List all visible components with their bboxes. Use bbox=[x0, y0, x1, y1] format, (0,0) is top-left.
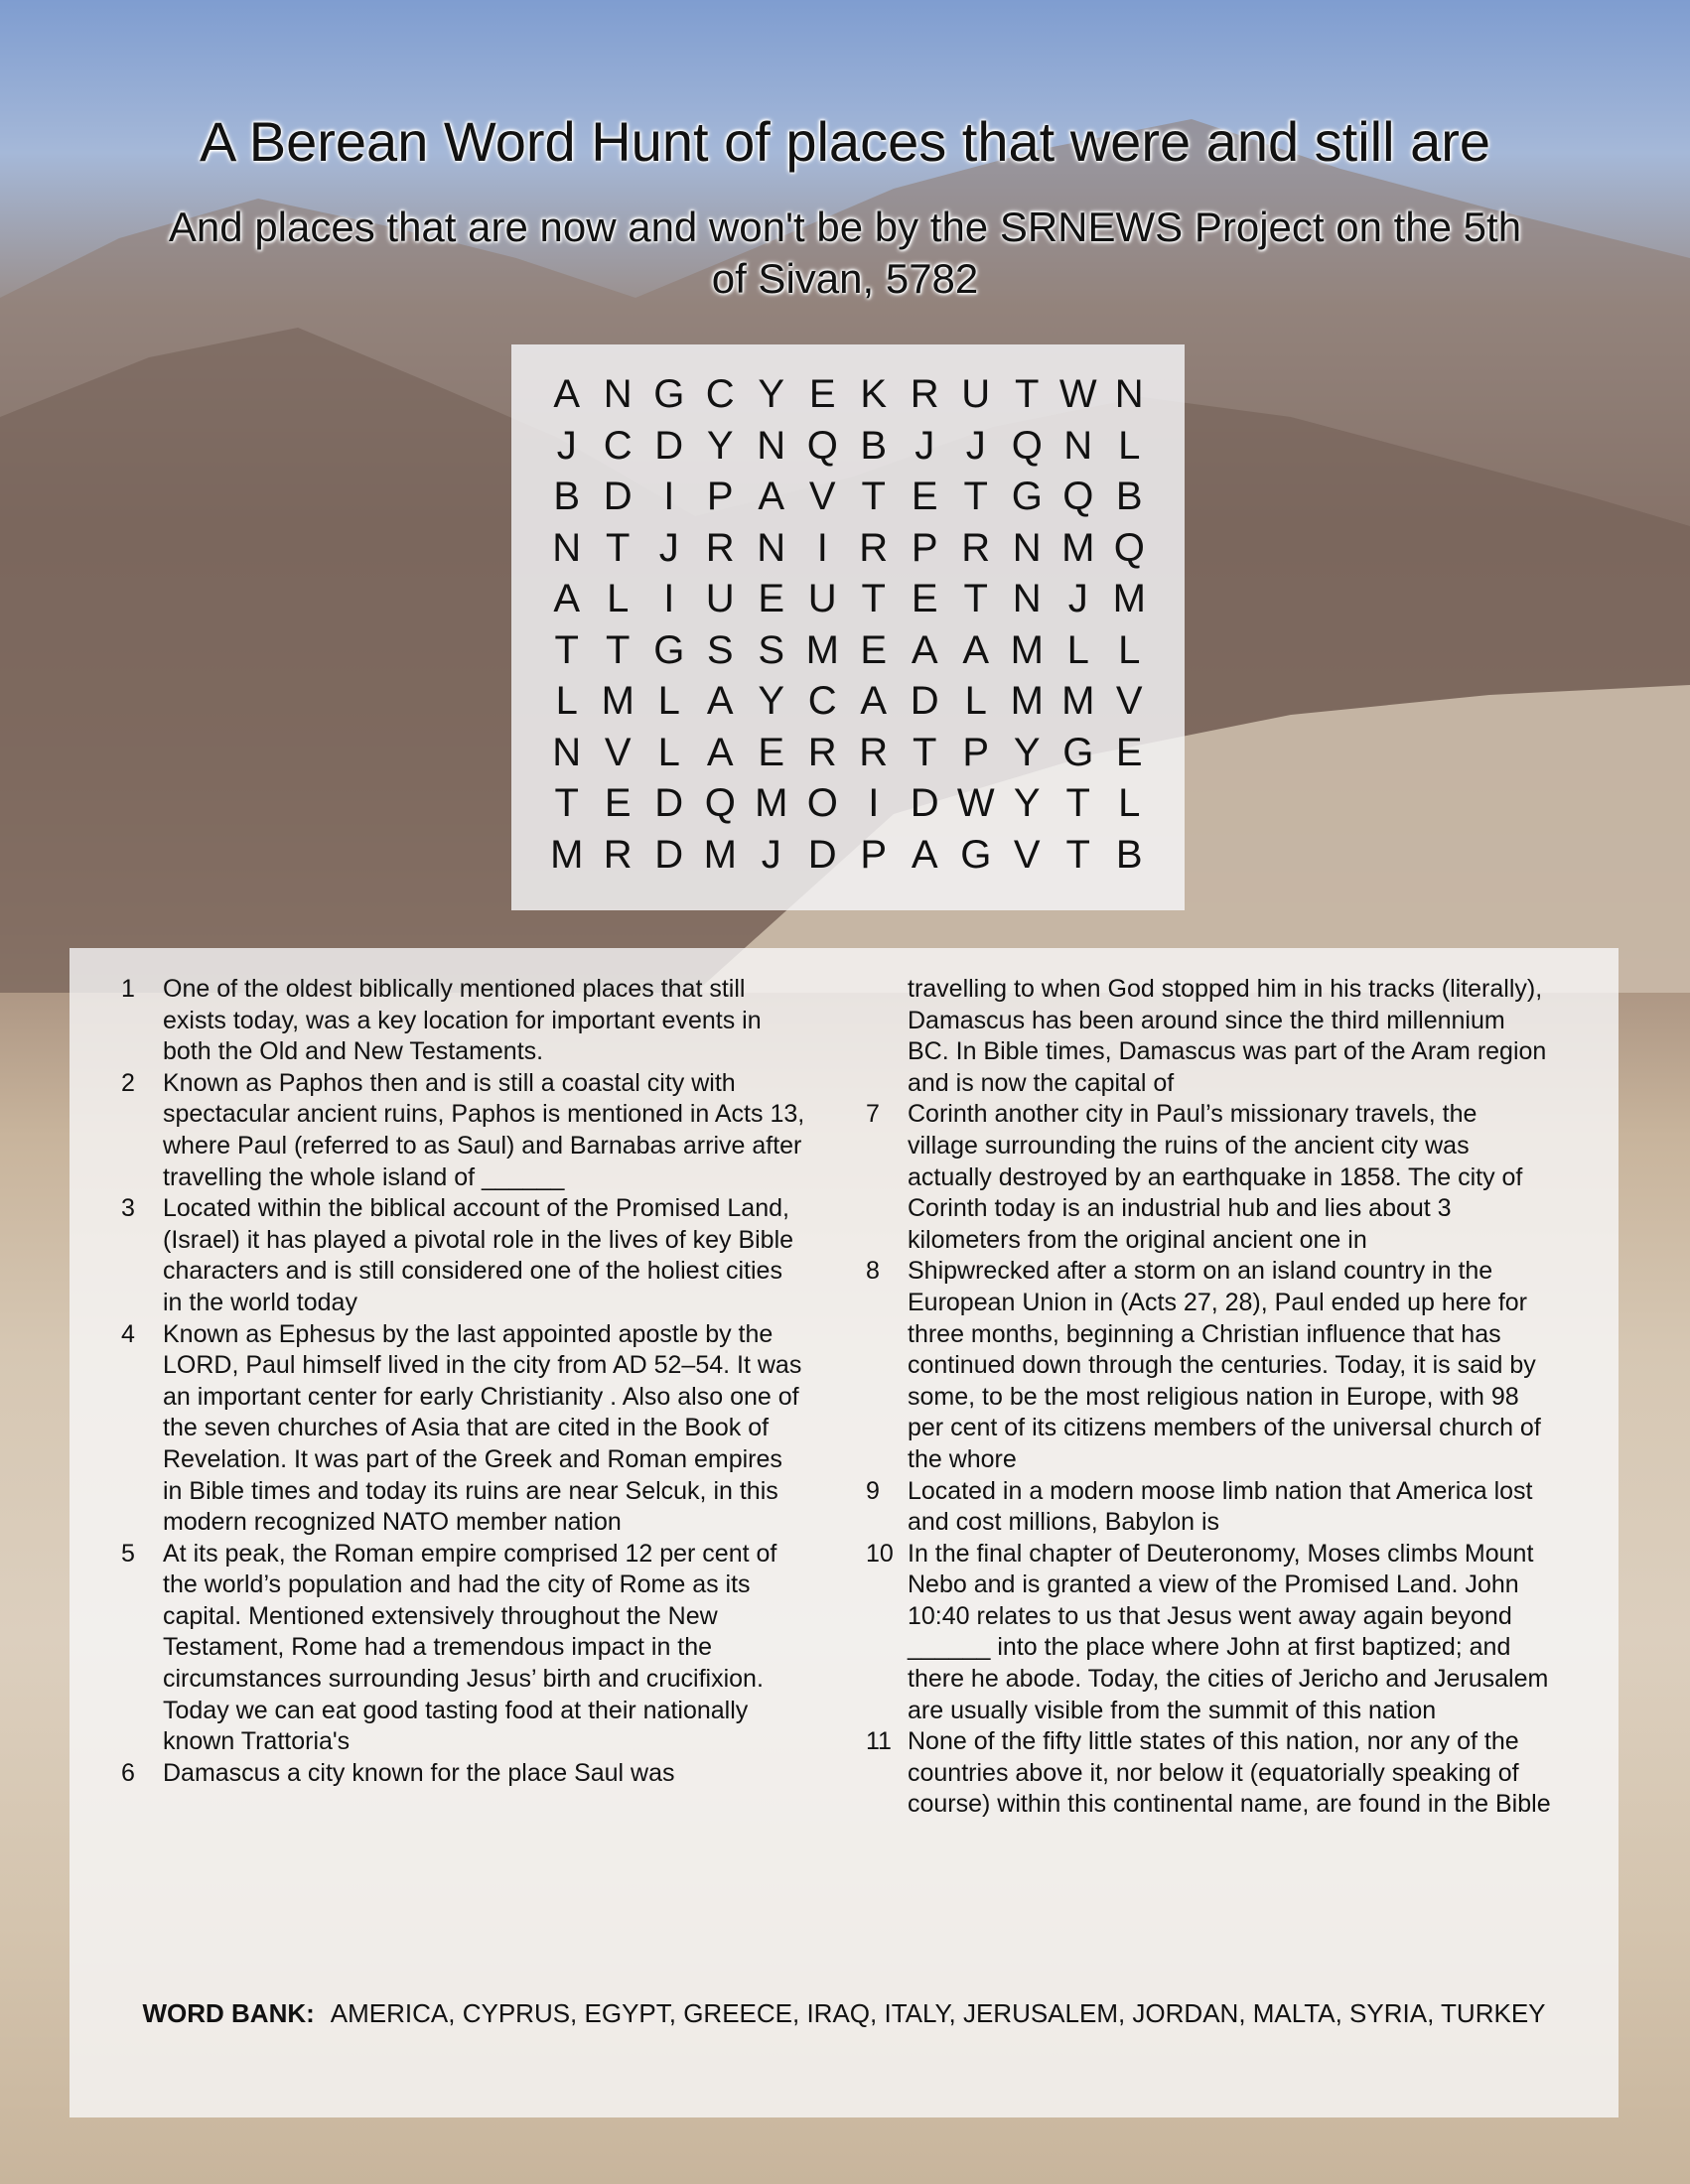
clue-text: Shipwrecked after a storm on an island country in the European Union in (Acts 27, 28), Paul ended up here for three months, beginning a Christian influence that has continued down through the centuries. Today, it is said by some, to be the most religious nation in Europe, with 98 per cent of its citizens members of the universal church of the whore bbox=[908, 1257, 1541, 1473]
grid-letter: B bbox=[1115, 475, 1143, 518]
grid-letter: O bbox=[806, 781, 838, 825]
grid-letter: C bbox=[807, 679, 837, 723]
clue-text: None of the fifty little states of this nation, nor any of the countries above it, nor below it (equatorially speaking of course) within this continental name, are found in the Bible bbox=[908, 1727, 1551, 1819]
grid-letter: L bbox=[657, 679, 680, 723]
grid-letter: A bbox=[706, 730, 734, 774]
grid-letter: J bbox=[1067, 577, 1088, 620]
grid-letter: M bbox=[1061, 525, 1095, 570]
clue-text: At its peak, the Roman empire comprised 12 per cent of the world’s population and had the city of Rome as its capital. Mentioned extensively throughout the New Testament, Rome had a tremendous impact in the circumstances surrounding Jesus’ birth and crucifixion. Today we can eat good tasting food at their nationally known Trattoria's bbox=[163, 1539, 777, 1756]
grid-letter: M bbox=[703, 832, 737, 877]
grid-letter: E bbox=[604, 781, 632, 825]
word-search-grid bbox=[541, 369, 1155, 881]
grid-letter: N bbox=[757, 423, 786, 468]
grid-letter: I bbox=[663, 475, 675, 518]
grid-letter: J bbox=[915, 423, 935, 468]
grid-letter: L bbox=[1118, 627, 1141, 672]
grid-letter: L bbox=[964, 679, 987, 723]
grid-letter: T bbox=[1065, 832, 1090, 877]
grid-letter: E bbox=[860, 627, 888, 672]
clue-number: 9 bbox=[866, 1476, 880, 1505]
grid-letter: E bbox=[911, 577, 938, 620]
grid-letter: T bbox=[963, 577, 988, 620]
grid-letter: C bbox=[705, 372, 735, 416]
grid-letter: Q bbox=[704, 781, 736, 825]
grid-letter: G bbox=[1011, 475, 1043, 518]
grid-letter: L bbox=[1118, 781, 1141, 825]
grid-letter: D bbox=[910, 679, 939, 723]
clue-text: Damascus a city known for the place Saul was bbox=[163, 1758, 675, 1787]
grid-letter: Y bbox=[1013, 730, 1041, 774]
clue-number: 7 bbox=[866, 1100, 880, 1129]
grid-letter: R bbox=[910, 372, 939, 416]
grid-letter: T bbox=[606, 627, 631, 672]
grid-letter: E bbox=[911, 475, 938, 518]
clue-number: 10 bbox=[866, 1539, 894, 1568]
clue-item bbox=[866, 974, 1551, 1099]
grid-letter: T bbox=[913, 730, 937, 774]
grid-letter: A bbox=[962, 627, 990, 672]
grid-letter: M bbox=[1010, 627, 1044, 672]
grid-letter: V bbox=[1013, 832, 1041, 877]
grid-letter: T bbox=[1065, 781, 1090, 825]
grid-letter: J bbox=[761, 832, 781, 877]
clue-item bbox=[866, 1726, 1551, 1821]
grid-letter: I bbox=[816, 525, 828, 570]
grid-letter: A bbox=[758, 475, 785, 518]
clue-item bbox=[121, 1758, 806, 1790]
grid-letter: L bbox=[1066, 627, 1089, 672]
word-bank-label: WORD BANK: bbox=[142, 1998, 315, 2028]
grid-letter: N bbox=[1012, 525, 1042, 570]
grid-letter: J bbox=[556, 423, 577, 468]
grid-letter: N bbox=[757, 525, 786, 570]
clue-number: 1 bbox=[121, 975, 135, 1003]
grid-letter: Y bbox=[758, 679, 785, 723]
word-bank-words: AMERICA, CYPRUS, EGYPT, GREECE, IRAQ, ITALY, JERUSALEM, JORDAN, MALTA, SYRIA, TURKEY bbox=[330, 1998, 1546, 2028]
grid-letter: A bbox=[706, 679, 734, 723]
grid-letter: N bbox=[552, 525, 582, 570]
grid-letter: M bbox=[755, 781, 788, 825]
grid-letter: E bbox=[758, 577, 785, 620]
clue-number: 3 bbox=[121, 1194, 135, 1223]
grid-letter: L bbox=[1118, 423, 1141, 468]
grid-letter: Q bbox=[1113, 525, 1145, 570]
grid-letter: A bbox=[911, 832, 938, 877]
grid-letter: T bbox=[861, 577, 886, 620]
clue-text: Corinth another city in Paul’s missionary travels, the village surrounding the ruins of the ancient city was actually destroyed by an earthquake in 1858. The city of Corinth today is an industrial hub and lies about 3 kilometers from the original ancient one in bbox=[908, 1100, 1523, 1254]
grid-letter: N bbox=[603, 372, 633, 416]
grid-letter: T bbox=[606, 525, 631, 570]
grid-letter: G bbox=[960, 832, 992, 877]
grid-letter: L bbox=[555, 679, 578, 723]
grid-letter: G bbox=[653, 372, 685, 416]
grid-letter: V bbox=[604, 730, 632, 774]
grid-letter: C bbox=[603, 423, 633, 468]
grid-letter: W bbox=[1058, 372, 1097, 416]
clue-text: One of the oldest biblically mentioned places that still exists today, was a key location for important events in both the Old and New Testaments. bbox=[163, 975, 762, 1066]
grid-letter: A bbox=[553, 577, 581, 620]
grid-letter: R bbox=[807, 730, 837, 774]
grid-letter: N bbox=[1063, 423, 1093, 468]
grid-letter: R bbox=[859, 730, 889, 774]
grid-letter: P bbox=[911, 525, 938, 570]
grid-letter: D bbox=[910, 781, 939, 825]
grid-letter: Q bbox=[806, 423, 838, 468]
grid-letter: J bbox=[658, 525, 679, 570]
grid-letter: B bbox=[860, 423, 888, 468]
grid-letter: T bbox=[963, 475, 988, 518]
grid-letter: Q bbox=[1062, 475, 1094, 518]
grid-letter: N bbox=[1012, 577, 1042, 620]
grid-letter: M bbox=[601, 679, 634, 723]
grid-letter: K bbox=[860, 372, 888, 416]
grid-letter: P bbox=[860, 832, 888, 877]
clue-text: Located in a modern moose limb nation that America lost and cost millions, Babylon is bbox=[908, 1476, 1533, 1537]
page-subtitle: And places that are now and won't be by the SRNEWS Project on the 5th of Sivan, 5782 bbox=[168, 204, 1522, 302]
grid-letter: D bbox=[654, 832, 684, 877]
grid-letter: D bbox=[807, 832, 837, 877]
grid-letter: D bbox=[654, 423, 684, 468]
clue-number: 6 bbox=[121, 1758, 135, 1787]
grid-letter: E bbox=[808, 372, 836, 416]
grid-letter: R bbox=[603, 832, 633, 877]
grid-letter: P bbox=[962, 730, 990, 774]
word-bank bbox=[109, 1998, 1579, 2029]
grid-letter: S bbox=[706, 627, 734, 672]
grid-letter: Q bbox=[1011, 423, 1043, 468]
grid-letter: R bbox=[961, 525, 991, 570]
clues-panel bbox=[70, 948, 1619, 2117]
grid-letter: A bbox=[860, 679, 888, 723]
grid-letter: T bbox=[861, 475, 886, 518]
grid-letter: N bbox=[1114, 372, 1144, 416]
clue-number: 4 bbox=[121, 1319, 135, 1348]
grid-letter: E bbox=[1115, 730, 1143, 774]
clue-text: In the final chapter of Deuteronomy, Moses climbs Mount Nebo and is granted a view of the Promised Land. John 10:40 relates to us that Jesus went away again beyond ______ into the place where John at first baptized; and there he abode. Today, the cities of Jericho and Jerusalem are usually visible from the summit of this nation bbox=[908, 1539, 1549, 1724]
grid-letter: M bbox=[1061, 679, 1095, 723]
clue-item bbox=[866, 1476, 1551, 1539]
grid-letter: A bbox=[911, 627, 938, 672]
grid-letter: Y bbox=[706, 423, 734, 468]
clue-item bbox=[121, 1068, 806, 1193]
clue-text: Located within the biblical account of the Promised Land, (Israel) it has played a pivotal role in the lives of key Bible characters and is still considered one of the holiest cities in the world today bbox=[163, 1194, 794, 1316]
clue-text: Known as Paphos then and is still a coastal city with spectacular ancient ruins, Paphos is mentioned in Acts 13, where Paul (referred to as Saul) and Barnabas arrive after travelling the whole island of ______ bbox=[163, 1068, 805, 1191]
grid-letter: G bbox=[653, 627, 685, 672]
grid-letter: U bbox=[705, 577, 735, 620]
grid-letter: L bbox=[607, 577, 630, 620]
clues-column-right bbox=[866, 974, 1551, 1821]
grid-letter: T bbox=[554, 627, 579, 672]
grid-letter: J bbox=[965, 423, 986, 468]
clue-item bbox=[121, 1539, 806, 1758]
grid-letter: P bbox=[706, 475, 734, 518]
grid-letter: M bbox=[1010, 679, 1044, 723]
grid-letter: B bbox=[553, 475, 581, 518]
grid-letter: A bbox=[553, 372, 581, 416]
grid-letter: D bbox=[654, 781, 684, 825]
grid-letter: Y bbox=[758, 372, 785, 416]
grid-letter: V bbox=[808, 475, 836, 518]
clue-number bbox=[866, 974, 908, 1099]
clue-item bbox=[121, 1193, 806, 1318]
clue-item bbox=[866, 1256, 1551, 1475]
grid-letter: L bbox=[657, 730, 680, 774]
word-search-panel bbox=[511, 344, 1185, 910]
grid-letter: W bbox=[956, 781, 995, 825]
clue-number: 11 bbox=[866, 1727, 892, 1756]
grid-letter: M bbox=[1112, 577, 1146, 620]
grid-letter: I bbox=[868, 781, 880, 825]
clue-number: 5 bbox=[121, 1539, 135, 1568]
page-title: A Berean Word Hunt of places that were and still are bbox=[199, 110, 1491, 173]
grid-letter: I bbox=[663, 577, 675, 620]
clues-column-left bbox=[121, 974, 806, 1789]
grid-letter: Y bbox=[1013, 781, 1041, 825]
grid-letter: G bbox=[1062, 730, 1094, 774]
grid-letter: V bbox=[1115, 679, 1143, 723]
clue-text: travelling to when God stopped him in his tracks (literally), Damascus has been around since the third millennium BC. In Bible times, Damascus was part of the Aram region and is now the capital of bbox=[908, 975, 1547, 1097]
clue-item bbox=[121, 1319, 806, 1539]
clue-number: 8 bbox=[866, 1257, 880, 1286]
grid-letter: R bbox=[859, 525, 889, 570]
grid-letter: U bbox=[961, 372, 991, 416]
grid-letter: T bbox=[1015, 372, 1040, 416]
grid-letter: R bbox=[705, 525, 735, 570]
grid-letter: M bbox=[805, 627, 839, 672]
clue-item bbox=[866, 1539, 1551, 1727]
grid-letter: D bbox=[603, 475, 633, 518]
grid-letter: U bbox=[807, 577, 837, 620]
clue-text: Known as Ephesus by the last appointed apostle by the LORD, Paul himself lived in the city from AD 52–54. It was an important center for early Christianity . Also also one of the seven churches of Asia that are cited in the Book of Revelation. It was part of the Greek and Roman empires in Bible times and today its ruins are near Selcuk, in this modern recognized NATO member nation bbox=[163, 1319, 802, 1537]
grid-letter: E bbox=[758, 730, 785, 774]
clue-item bbox=[866, 1099, 1551, 1256]
grid-letter: T bbox=[554, 781, 579, 825]
grid-letter: M bbox=[550, 832, 584, 877]
grid-letter: N bbox=[552, 730, 582, 774]
clue-number: 2 bbox=[121, 1068, 135, 1097]
clue-item bbox=[121, 974, 806, 1068]
grid-letter: B bbox=[1115, 832, 1143, 877]
grid-letter: S bbox=[758, 627, 785, 672]
